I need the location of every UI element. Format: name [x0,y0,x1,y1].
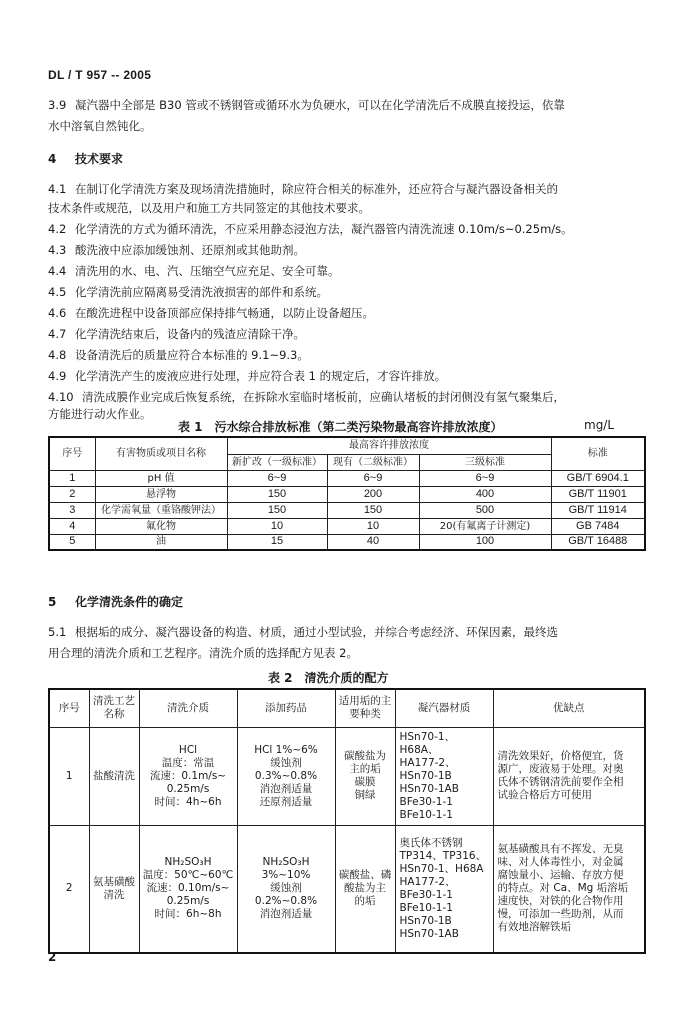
clause-text: 在制订化学清洗方案及现场清洗措施时，除应符合相关的标准外，还应符合与凝汽器设备相关的 [75,182,558,196]
cell-item: pH 值 [95,470,227,486]
cell-standard: GB/T 11914 [551,502,645,518]
clause-text: 化学清洗的方式为循环清洗，不应采用静态浸泡方法，凝汽器管内清洗流速 0.10m/s~0.25m/s。 [75,222,573,236]
clause-text: 清洗用的水、电、汽、压缩空气应充足、安全可靠。 [75,264,340,278]
table-row [49,502,645,518]
paragraph-4-7 [48,324,644,345]
clause-number: 4.5 [48,285,67,299]
cell-standard: GB/T 16488 [551,534,645,550]
section-4-heading [48,149,644,170]
cell-new: 10 [227,518,327,534]
line: 味、对人体毒性小，对金属 [497,856,624,869]
paragraph-4-1-cont: 技术条件或规范，以及用户和施工方共同签定的其他技术要求。 [48,201,370,215]
cell-item: 氟化物 [95,518,227,534]
clause-number: 4.6 [48,306,67,320]
clause-text: 根据垢的成分、凝汽器设备的构造、材质，通过小型试验，并综合考虑经济、环保因素，最终选 [75,625,558,639]
line: 消泡剂适量 [259,908,313,921]
line: HSn70-1、H68A、 [399,730,456,756]
page-number: 2 [48,950,57,964]
section-5-heading [48,592,644,613]
clause-text: 化学清洗产生的废液应进行处理，并应符合表 1 的规定后，才容许排放。 [75,369,447,383]
clause-number: 4.10 [48,390,74,404]
cell-item: 悬浮物 [95,486,227,502]
table-1 [48,436,646,551]
table-1-header-third: 三级标准 [419,454,551,470]
paragraph-4-4 [48,261,644,282]
table-1-header-seq: 序号 [49,437,95,470]
cell-medium [139,727,237,825]
cell-name: 氨基磺酸清洗 [89,825,139,953]
table-1-caption: 表 1 污水综合排放标准（第二类污染物最高容许排放浓度） [178,420,503,434]
paragraph-3-9 [48,95,644,116]
line: 氨基磺酸具有不挥发、无臭 [497,843,624,856]
table-2-header-pros: 优缺点 [493,689,645,727]
cell-seq: 2 [49,825,89,953]
table-1-header-existing: 现有（二级标准） [327,454,419,470]
cell-existing: 40 [327,534,419,550]
table-row [49,486,645,502]
line: 0.25m/s [166,895,210,908]
table-1-header-max: 最高容许排放浓度 [227,437,551,454]
paragraph-4-1 [48,179,644,200]
table-row [49,727,645,825]
line: HSn70-1B [399,914,452,927]
cell-existing: 6~9 [327,470,419,486]
line: 主的垢 [349,763,381,775]
line: 温度：50℃~60℃ [142,869,234,882]
line: BFe10-1-1 [399,901,453,914]
cell-third: 400 [419,486,551,502]
table-2-header-material: 凝汽器材质 [395,689,493,727]
line: HA177-2、 [399,875,456,888]
line: 氏体不锈钢清洗前要作全相 [497,776,624,788]
line: 速度快，对铁的化合物作用 [497,895,624,908]
section-title: 技术要求 [75,152,124,166]
cell-seq: 4 [49,518,95,534]
line: HSn70-1B [399,769,452,782]
cell-seq: 5 [49,534,95,550]
cell-third: 100 [419,534,551,550]
clause-text: 在酸洗进程中设备顶部应保持排气畅通，以防止设备超压。 [75,306,374,320]
clause-text: 清洗成膜作业完成后恢复系统，在拆除水室临时堵板前，应确认堵板的封闭侧没有氢气聚集后， [82,390,565,404]
section-number: 4 [48,152,57,166]
cell-item: 油 [95,534,227,550]
cell-seq: 2 [49,486,95,502]
line: 有效地溶解铁垢 [497,921,571,934]
line: TP314、TP316、 [399,849,487,862]
line: 酸盐为主 [344,882,386,895]
clause-text: 酸洗液中应添加缓蚀剂、还原剂或其他助剂。 [75,243,305,257]
clause-number: 3.9 [48,98,67,112]
cell-existing: 10 [327,518,419,534]
cell-pros [493,825,645,953]
cell-third: 20(有氟离子计测定) [419,518,551,534]
cell-standard: GB/T 11901 [551,486,645,502]
line: 时间：6h~8h [154,908,222,921]
line: 的特点。对 Ca、Mg 垢溶垢 [497,882,629,895]
line: 消泡剂适量 [259,782,313,795]
cell-existing: 200 [327,486,419,502]
line: HCl [178,743,198,756]
line: 0.2%~0.8% [254,895,318,908]
line: 碳膜 [354,776,376,788]
cell-medium [139,825,237,953]
clause-text: 化学清洗结束后，设备内的残渣应清除干净。 [75,327,305,341]
paragraph-4-9 [48,366,644,387]
clause-text: 化学清洗前应隔离易受清洗液损害的部件和系统。 [75,285,328,299]
section-title: 化学清洗条件的确定 [75,595,184,609]
clause-number: 4.4 [48,264,67,278]
line: 缓蚀剂 [270,882,302,895]
table-row [49,534,645,550]
line: BFe30-1-1 [399,888,453,901]
cell-standard: GB 7484 [551,518,645,534]
table-2-header-additive: 添加药品 [237,689,335,727]
cell-pros [493,727,645,825]
clause-text: 设备清洗后的质量应符合本标准的 9.1~9.3。 [75,348,309,362]
clause-number: 4.7 [48,327,67,341]
paragraph-3-9-cont: 水中溶氧自然钝化。 [48,119,152,133]
line: 缓蚀剂0.3%~0.8% [254,756,318,782]
line: 慢，可添加一些助剂，从而 [497,908,624,921]
line: 3%~10% [261,869,311,882]
line: 0.25m/s [166,782,210,795]
cell-material [395,825,493,953]
line: HCl 1%~6% [254,743,318,756]
cell-material [395,727,493,825]
cell-third: 6~9 [419,470,551,486]
cell-seq: 1 [49,470,95,486]
paragraph-4-2 [48,219,644,240]
table-row [49,518,645,534]
table-2-header-medium: 清洗介质 [139,689,237,727]
line: 试验合格后方可使用 [497,789,592,801]
line: HSn70-1、H68A [399,862,484,875]
line: 腐蚀量小、运输、存放方便 [497,869,624,882]
table-2-header-name: 清洗工艺名称 [89,689,139,727]
paragraph-5-1 [48,622,644,643]
cell-additive [237,727,335,825]
table-row [49,825,645,953]
cell-seq: 1 [49,727,89,825]
table-1-header-new: 新扩改（一级标准） [227,454,327,470]
clause-number: 4.9 [48,369,67,383]
line: 清洗效果好，价格便宜，货 [497,750,624,762]
cell-new: 150 [227,502,327,518]
cell-third: 500 [419,502,551,518]
line: 铜绿 [354,789,376,801]
table-2-header-seq: 序号 [49,689,89,727]
line: 温度：常温 [161,756,215,769]
line: 时间：4h~6h [154,795,222,808]
table-2-header-scale: 适用垢的主要种类 [335,689,395,727]
clause-text: 凝汽器中全部是 B30 管或不锈钢管或循环水为负硬水，可以在化学清洗后不成膜直接投运，依靠 [75,98,565,112]
line: NH₂SO₃H [164,856,212,869]
cell-new: 150 [227,486,327,502]
line: 还原剂适量 [259,795,313,808]
line: 流速：0.10m/s~ [146,882,230,895]
line: 奥氏体不锈钢 [399,836,463,849]
cell-new: 6~9 [227,470,327,486]
paragraph-5-1-cont: 用合理的清洗介质和工艺程序。清洗介质的选择配方见表 2。 [48,646,358,660]
cell-scale [335,727,395,825]
line: BFe30-1-1 [399,795,453,808]
clause-number: 4.2 [48,222,67,236]
table-1-header-item: 有害物质或项目名称 [95,437,227,470]
cell-standard: GB/T 6904.1 [551,470,645,486]
paragraph-4-3 [48,240,644,261]
cell-item: 化学需氧量（重铬酸钾法） [95,502,227,518]
line: 碳酸盐为 [344,750,386,762]
line: HA177-2、 [399,756,456,769]
clause-number: 4.3 [48,243,67,257]
cell-seq: 3 [49,502,95,518]
line: NH₂SO₃H [262,856,310,869]
cell-existing: 150 [327,502,419,518]
table-2-caption: 表 2 清洗介质的配方 [268,671,389,685]
paragraph-4-5 [48,282,644,303]
line: 源广，废液易于处理。对奥 [497,763,624,775]
table-1-unit: mg/L [584,418,615,432]
line: 的垢 [354,895,376,908]
line: BFe10-1-1 [399,808,453,821]
line: HSn70-1AB [399,927,459,940]
paragraph-4-10-cont: 方能进行动火作业。 [48,407,152,421]
cell-additive [237,825,335,953]
table-row [49,470,645,486]
paragraph-4-6 [48,303,644,324]
line: HSn70-1AB [399,782,459,795]
cell-new: 15 [227,534,327,550]
document-header: DL / T 957 -- 2005 [48,68,152,82]
clause-number: 4.8 [48,348,67,362]
clause-number: 5.1 [48,625,67,639]
clause-number: 4.1 [48,182,67,196]
table-2 [48,688,646,954]
paragraph-4-8 [48,345,644,366]
cell-name: 盐酸清洗 [89,727,139,825]
line: 碳酸盐、磷 [338,869,392,882]
section-number: 5 [48,595,57,609]
cell-scale [335,825,395,953]
table-1-header-standard: 标准 [551,437,645,470]
line: 流速：0.1m/s~ [149,769,227,782]
